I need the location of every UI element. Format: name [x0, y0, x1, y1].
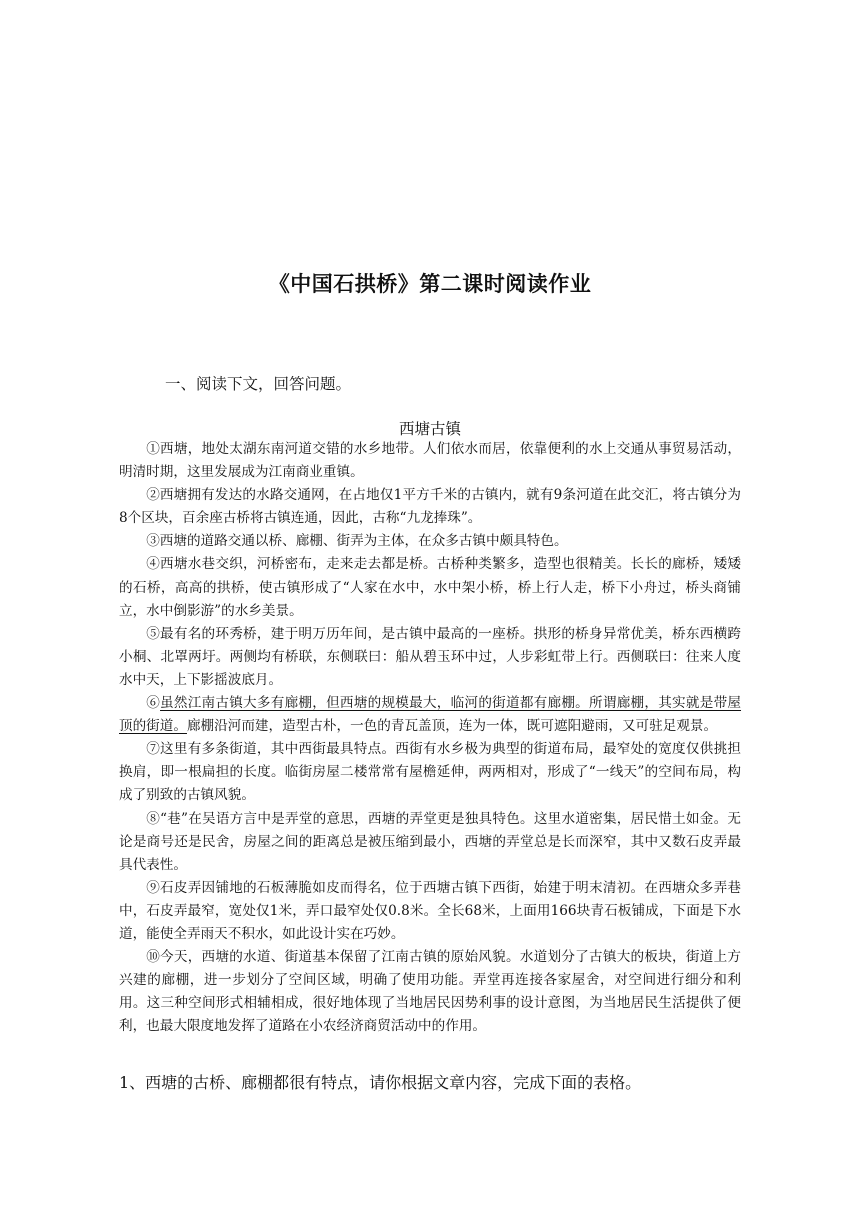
paragraph-3: ③西塘的道路交通以桥、廊棚、街弄为主体，在众多古镇中颇具特色。 [146, 533, 568, 550]
underlined-sentence: 虽然江南古镇大多有廊棚，但西塘的规模最大，临河的街道都有廊棚。所谓廊棚，其实就是带屋顶的街道。 [119, 695, 742, 735]
paragraph-10: ⑩今天，西塘的水道、街道基本保留了江南古镇的原始风貌。水道划分了古镇大的板块，街道上方兴建的廊棚，进一步划分了空间区域，明确了使用功能。弄堂再连接各家屋舍，对空间进行细分和利用。这三种空间形式相辅相成，很好地体现了当地居民因势利事的设计意图，为当地居民生活提供了便利，也最大限度地发挥了道路在小农经济商贸活动中的作用。 [119, 949, 741, 1035]
page-title: 《中国石拱桥》第二课时阅读作业 [268, 272, 592, 296]
section-heading: 一、阅读下文，回答问题。 [165, 375, 352, 393]
article-title: 西塘古镇 [398, 420, 461, 438]
paragraph-9: ⑨石皮弄因铺地的石板薄脆如皮而得名，位于西塘古镇下西街，始建于明末清初。在西塘众多弄巷中，石皮弄最窄，宽处仅1米，弄口最窄处仅0.8米。全长68米，上面用166块青石板铺成，下面是下水道，能使全弄雨天不积水，如此设计实在巧妙。 [119, 879, 741, 942]
paragraph-8: ⑧“巷”在吴语方言中是弄堂的意思，西塘的弄堂更是独具特色。这里水道密集，居民惜土如金。无论是商号还是民舍，房屋之间的距离总是被压缩到最小，西塘的弄堂总是长而深窄，其中又数石皮弄最具代表性。 [119, 810, 741, 873]
article-body [119, 438, 741, 1038]
paragraph-1: ①西塘，地处太湖东南河道交错的水乡地带。人们依水而居，依靠便利的水上交通从事贸易活动，明清时期，这里发展成为江南商业重镇。 [119, 441, 741, 481]
paragraph-7: ⑦这里有多条街道，其中西街最具特点。西街有水乡极为典型的街道布局，最窄处的宽度仅供挑担换肩，即一根扁担的长度。临街房屋二楼常常有屋檐延伸，两两相对，形成了“一线天”的空间布局，构成了别致的古镇风貌。 [119, 741, 741, 804]
paragraph-6-number: ⑥ [146, 695, 161, 712]
paragraph-2: ②西塘拥有发达的水路交通网，在占地仅1平方千米的古镇内，就有9条河道在此交汇，将古镇分为8个区块，百余座古桥将古镇连通，因此，古称“九龙捧珠”。 [119, 487, 741, 527]
paragraph-4: ④西塘水巷交织，河桥密布，走来走去都是桥。古桥种类繁多，造型也很精美。长长的廊桥，矮矮的石桥，高高的拱桥，使古镇形成了“人家在水中，水中架小桥，桥上行人走，桥下小舟过，桥头商铺立，水中倒影游”的水乡美景。 [119, 556, 741, 619]
paragraph-6-rest: 廊棚沿河而建，造型古朴，一色的青瓦盖顶，连为一体，既可遮阳避雨，又可驻足观景。 [186, 718, 718, 735]
paragraph-6 [119, 692, 741, 738]
question-1: 1、西塘的古桥、廊棚都很有特点，请你根据文章内容，完成下面的表格。 [119, 1073, 642, 1092]
paragraph-5: ⑤最有名的环秀桥，建于明万历年间，是古镇中最高的一座桥。拱形的桥身异常优美，桥东西横跨小桐、北罩两圩。两侧均有桥联，东侧联曰：船从碧玉环中过，人步彩虹带上行。西侧联曰：往来人度水中天，上下影摇波底月。 [119, 625, 741, 688]
